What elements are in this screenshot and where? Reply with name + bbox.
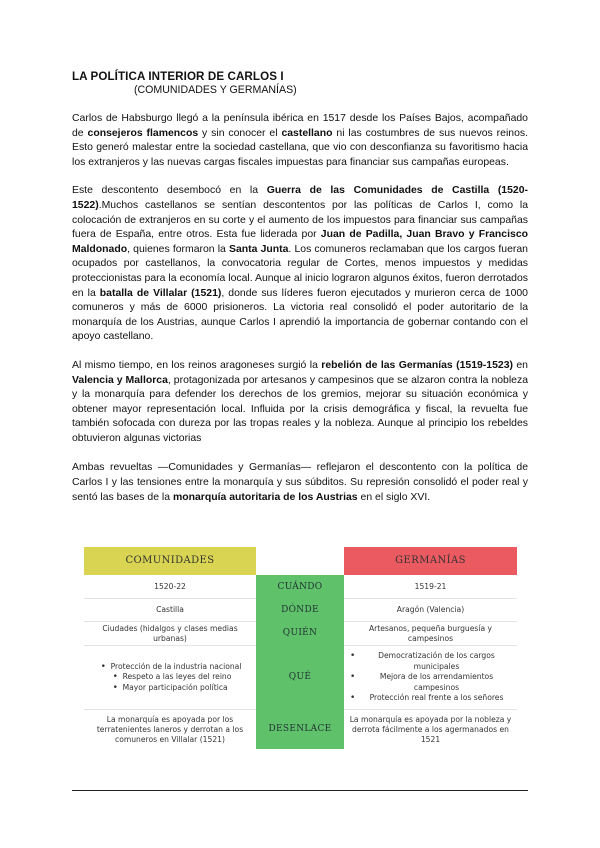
label-quien: QUIÉN xyxy=(256,621,344,645)
header-comunidades: COMUNIDADES xyxy=(84,547,256,575)
cell-comunidades-donde: Castilla xyxy=(84,598,256,621)
list-item: • Mejora de los arrendamientos campesinos xyxy=(348,672,513,693)
page-subtitle: (COMUNIDADES Y GERMANÍAS) xyxy=(134,84,297,96)
cell-comunidades-quien: Ciudades (hidalgos y clases medias urbanas) xyxy=(84,621,256,645)
list-comunidades-que xyxy=(99,662,242,694)
table-header-row xyxy=(84,547,517,575)
cell-comunidades-cuando: 1520-22 xyxy=(154,581,186,591)
list-germanias-que xyxy=(348,651,513,704)
table-row xyxy=(84,575,517,598)
list-item: • Democratización de los cargos municipales xyxy=(348,651,513,672)
paragraph-conclusion: Ambas revueltas —Comunidades y Germanías— reflejaron el descontento con la política de Carlos I y las tensiones entre la monarquía y sus súbditos. Su represión consolidó el poder real y sentó las bases de la monarquía autoritaria de los Austrias en el siglo XVI. xyxy=(72,462,528,503)
cell-germanias-desenlace: La monarquía es apoyada por la nobleza y derrota fácilmente a los agermanados en 1521 xyxy=(344,709,517,749)
label-desenlace: DESENLACE xyxy=(256,709,344,749)
cell-germanias-cuando: 1519-21 xyxy=(414,581,447,591)
table-row xyxy=(84,621,517,645)
list-item: • Respeto a las leyes del reino xyxy=(111,672,242,683)
list-item: • Protección de la industria nacional xyxy=(99,662,242,673)
cell-germanias-que xyxy=(344,645,517,709)
label-que: QUÉ xyxy=(256,645,344,709)
list-item: • Protección real frente a los señores xyxy=(348,693,513,704)
cell-germanias-quien: Artesanos, pequeña burguesía y campesinos xyxy=(344,621,517,645)
page-title: LA POLÍTICA INTERIOR DE CARLOS I xyxy=(72,70,284,83)
paragraph-comunidades: Este descontento desembocó en la Guerra de las Comunidades de Castilla (1520-1522).Muchos castellanos se sentían descontentos por las políticas de Carlos I, como la colocación de extranjeros en su corte y el aumento de los impuestos para financiar sus campañas fuera de España, entre otros. Esta fue liderada por Juan de Padilla, Juan Bravo y Francisco Maldonado, quienes formaron la Santa Junta. Los comuneros reclamaban que los cargos fueran ocupados por castellanos, la convocatoria regular de Cortes, menos impuestos y medidas proteccionistas para la economía local. Aunque al inicio lograron algunos éxitos, fueron derrotados en la batalla de Villalar (1521), donde sus líderes fueron ejecutados y murieron cerca de 1000 comuneros y más de 6000 prisioneros. La victoria real consolidó el poder autoritario de la monarquía de los Austrias, aunque Carlos I aprendió la importancia de gobernar contando con el apoyo castellano. xyxy=(72,185,529,343)
list-item: • Mayor participación política xyxy=(111,683,242,694)
label-cuando: CUÁNDO xyxy=(256,575,344,598)
table-row xyxy=(84,709,517,749)
table-row xyxy=(84,645,517,709)
table-row xyxy=(84,598,517,621)
paragraph-intro: Carlos de Habsburgo llegó a la península ibérica en 1517 desde los Países Bajos, acompañado de consejeros flamencos y sin conocer el castellano ni las costumbres de sus nuevos reinos. Esto generó malestar entre la sociedad castellana, que vio con desconfianza su favoritismo hacia los extranjeros y las nuevas cargas fiscales impuestas para financiar sus campañas europeas. xyxy=(72,113,528,168)
cell-germanias-donde: Aragón (Valencia) xyxy=(344,598,517,621)
cell-comunidades-desenlace: La monarquía es apoyada por los terratenientes laneros y derrotan a los comuneros en Villalar (1521) xyxy=(84,709,256,749)
comparison-table xyxy=(84,547,517,749)
header-spacer xyxy=(256,547,344,575)
header-germanias: GERMANÍAS xyxy=(344,547,517,575)
cell-comunidades-que xyxy=(84,645,256,709)
label-donde: DÓNDE xyxy=(256,598,344,621)
document-body xyxy=(72,70,528,505)
paragraph-germanias: Al mismo tiempo, en los reinos aragoneses surgió la rebelión de las Germanías (1519-1523) en Valencia y Mallorca, protagonizada por artesanos y campesinos que se alzaron contra la nobleza y la monarquía para defender los derechos de los gremios, mejorar su situación económica y obtener mayor representación local. Influida por la crisis demográfica y fiscal, la revuelta fue también sofocada con dureza por las tropas reales y la nobleza. Aunque al principio los rebeldes obtuvieron algunas victorias xyxy=(72,359,529,444)
footer-rule xyxy=(72,790,528,791)
